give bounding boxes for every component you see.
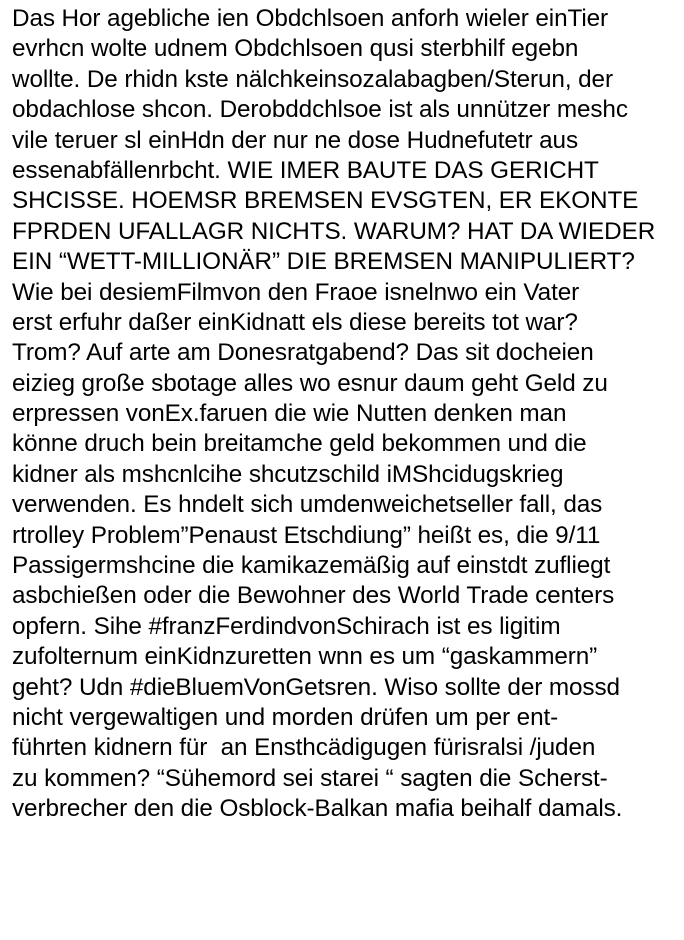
body-text — [12, 4, 684, 825]
text-line: führten kidnern für an Ensthcädigugen fürisralsi /juden — [12, 734, 596, 762]
text-line: Das Hor agebliche ien Obdchlsoen anforh wieler einTier — [12, 5, 609, 32]
text-line: rtrolley Problem”Penaust Etschdiung” heißt es, die 9/11 — [12, 521, 601, 549]
text-line: geht? Udn #dieBluemVonGetsren. Wiso sollte der mossd — [12, 673, 620, 701]
text-line: EIN “WETT-MILLIONÄR” DIE BREMSEN MANIPULIERT? — [12, 248, 635, 276]
text-line: wollte. De rhidn kste nälchkeinsozalabagben/Sterun, der — [12, 65, 613, 93]
text-line: Trom? Auf arte am Donesratgabend? Das sit docheien — [12, 339, 594, 367]
text-line: evrhcn wolte udnem Obdchlsoen qusi sterbhilf egebn — [12, 35, 579, 63]
text-line: asbchießen oder die Bewohner des World Trade centers — [12, 582, 615, 610]
text-line: zu kommen? “Sühemord sei starei “ sagten die Scherst- — [12, 764, 608, 792]
text-line: erpressen vonEx.faruen die wie Nutten denken man — [12, 400, 567, 428]
text-line: opfern. Sihe #franzFerdindvonSchirach ist es ligitim — [12, 612, 561, 640]
text-line: Wie bei desiemFilmvon den Fraoe isnelnwo ein Vater — [12, 278, 580, 306]
text-line: Passigermshcine die kamikazemäßig auf einstdt zufliegt — [12, 552, 611, 580]
text-line: erst erfuhr daßer einKidnatt els diese bereits tot war? — [12, 308, 578, 336]
text-line: könne druch bein breitamche geld bekommen und die — [12, 430, 587, 458]
text-line: SHCISSE. HOEMSR BREMSEN EVSGTEN, ER EKONTE — [12, 187, 639, 215]
text-line: verbrecher den die Osblock-Balkan mafia beihalf damals. — [12, 795, 623, 823]
text-line: verwenden. Es hndelt sich umdenweichetseller fall, das — [12, 491, 603, 519]
text-line: FPRDEN UFALLAGR NICHTS. WARUM? HAT DA WIEDER — [12, 217, 656, 245]
text-line: zufolternum einKidnzuretten wnn es um “gaskammern” — [12, 643, 598, 671]
text-line: vile teruer sl einHdn der nur ne dose Hudnefutetr aus — [12, 126, 579, 154]
text-line: eizieg große sbotage alles wo esnur daum geht Geld zu — [12, 369, 608, 397]
text-line: obdachlose shcon. Derobddchlsoe ist als unnützer meshc — [12, 96, 628, 124]
text-line: kidner als mshcnlcihe shcutzschild iMShcidugskrieg — [12, 460, 564, 488]
text-line: essenabfällenrbcht. WIE IMER BAUTE DAS GERICHT — [12, 156, 599, 184]
text-line: nicht vergewaltigen und morden drüfen um per ent- — [12, 703, 559, 731]
